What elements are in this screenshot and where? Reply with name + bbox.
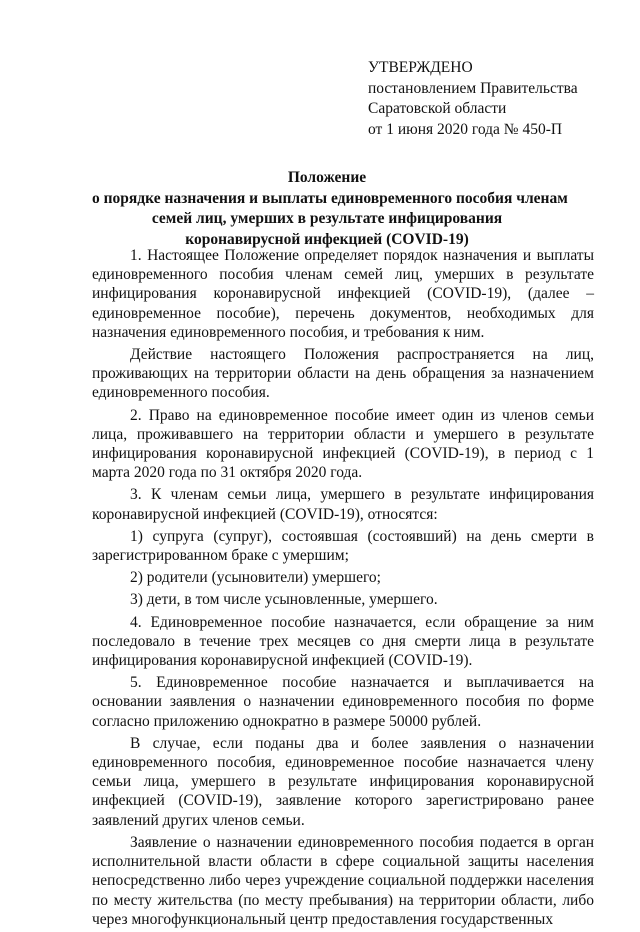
document-body <box>92 246 594 932</box>
paragraph-7: 3) дети, в том числе усыновленные, умершего. <box>130 591 438 609</box>
approval-line-3: от 1 июня 2020 года № 450-П <box>368 120 563 138</box>
paragraph-2: Действие настоящего Положения распространяется на лиц, проживающих на территории области на день обращения за назначением единовременного пособия. <box>92 346 594 402</box>
approval-stamp <box>368 58 618 140</box>
title-line-4: коронавирусной инфекцией (COVID-19) <box>185 230 469 248</box>
title-line-2: о порядке назначения и выплаты единовременного пособия членам <box>92 189 568 207</box>
paragraph-8: 4. Единовременное пособие назначается, если обращение за ним последовало в течение трех месяцев со дня смерти лица в результате инфицирования коронавирусной инфекцией (COVID-19). <box>92 613 594 670</box>
paragraph-5: 1) супруга (супруг), состоявшая (состоявший) на день смерти в зарегистрированном браке с умершим; <box>92 527 594 565</box>
approval-line-1: постановлением Правительства <box>368 79 578 97</box>
paragraph-1: 1. Настоящее Положение определяет порядок назначения и выплаты единовременного пособия членам семей лиц, умерших в результате инфицирования коронавирусной инфекцией (COVID-19), (далее – единовременное пособие), перечень документов, необходимых для назначения единовременного пособия, и требования к ним. <box>92 247 594 341</box>
paragraph-3: 2. Право на единовременное пособие имеет один из членов семьи лица, проживавшего на территории области и умершего в результате инфицирования коронавирусной инфекцией (COVID-19), в период с 1 марта 2020 года по 31 октября 2020 года. <box>92 406 594 482</box>
title-line-1: Положение <box>287 169 367 186</box>
paragraph-4: 3. К членам семьи лица, умершего в результате инфицирования коронавирусной инфекцией (COVID-19), относятся: <box>92 486 594 523</box>
approval-heading: УТВЕРЖДЕНО <box>368 59 473 76</box>
approval-line-2: Саратовской области <box>368 100 507 117</box>
title-line-3: семей лиц, умерших в результате инфицирования <box>151 210 503 227</box>
paragraph-11: Заявление о назначении единовременного пособия подается в орган исполнительной власти области в сфере социальной защиты населения непосредственно либо через учреждение социальной поддержки населения по месту жительства (по месту пребывания) на территории области, либо через многофункциональный центр предоставления государственных <box>92 833 594 928</box>
paragraph-10: В случае, если поданы два и более заявления о назначении единовременного пособия, единовременное пособие назначается члену семьи лица, умершего в результате инфицирования коронавирусной инфекцией (COVID-19), заявление которого зарегистрировано ранее заявлений других членов семьи. <box>92 734 594 829</box>
document-title <box>92 168 568 250</box>
paragraph-6: 2) родители (усыновители) умершего; <box>130 569 381 587</box>
paragraph-9: 5. Единовременное пособие назначается и выплачивается на основании заявления о назначении единовременного пособия по форме согласно приложению однократно в размере 50000 рублей. <box>92 674 594 730</box>
